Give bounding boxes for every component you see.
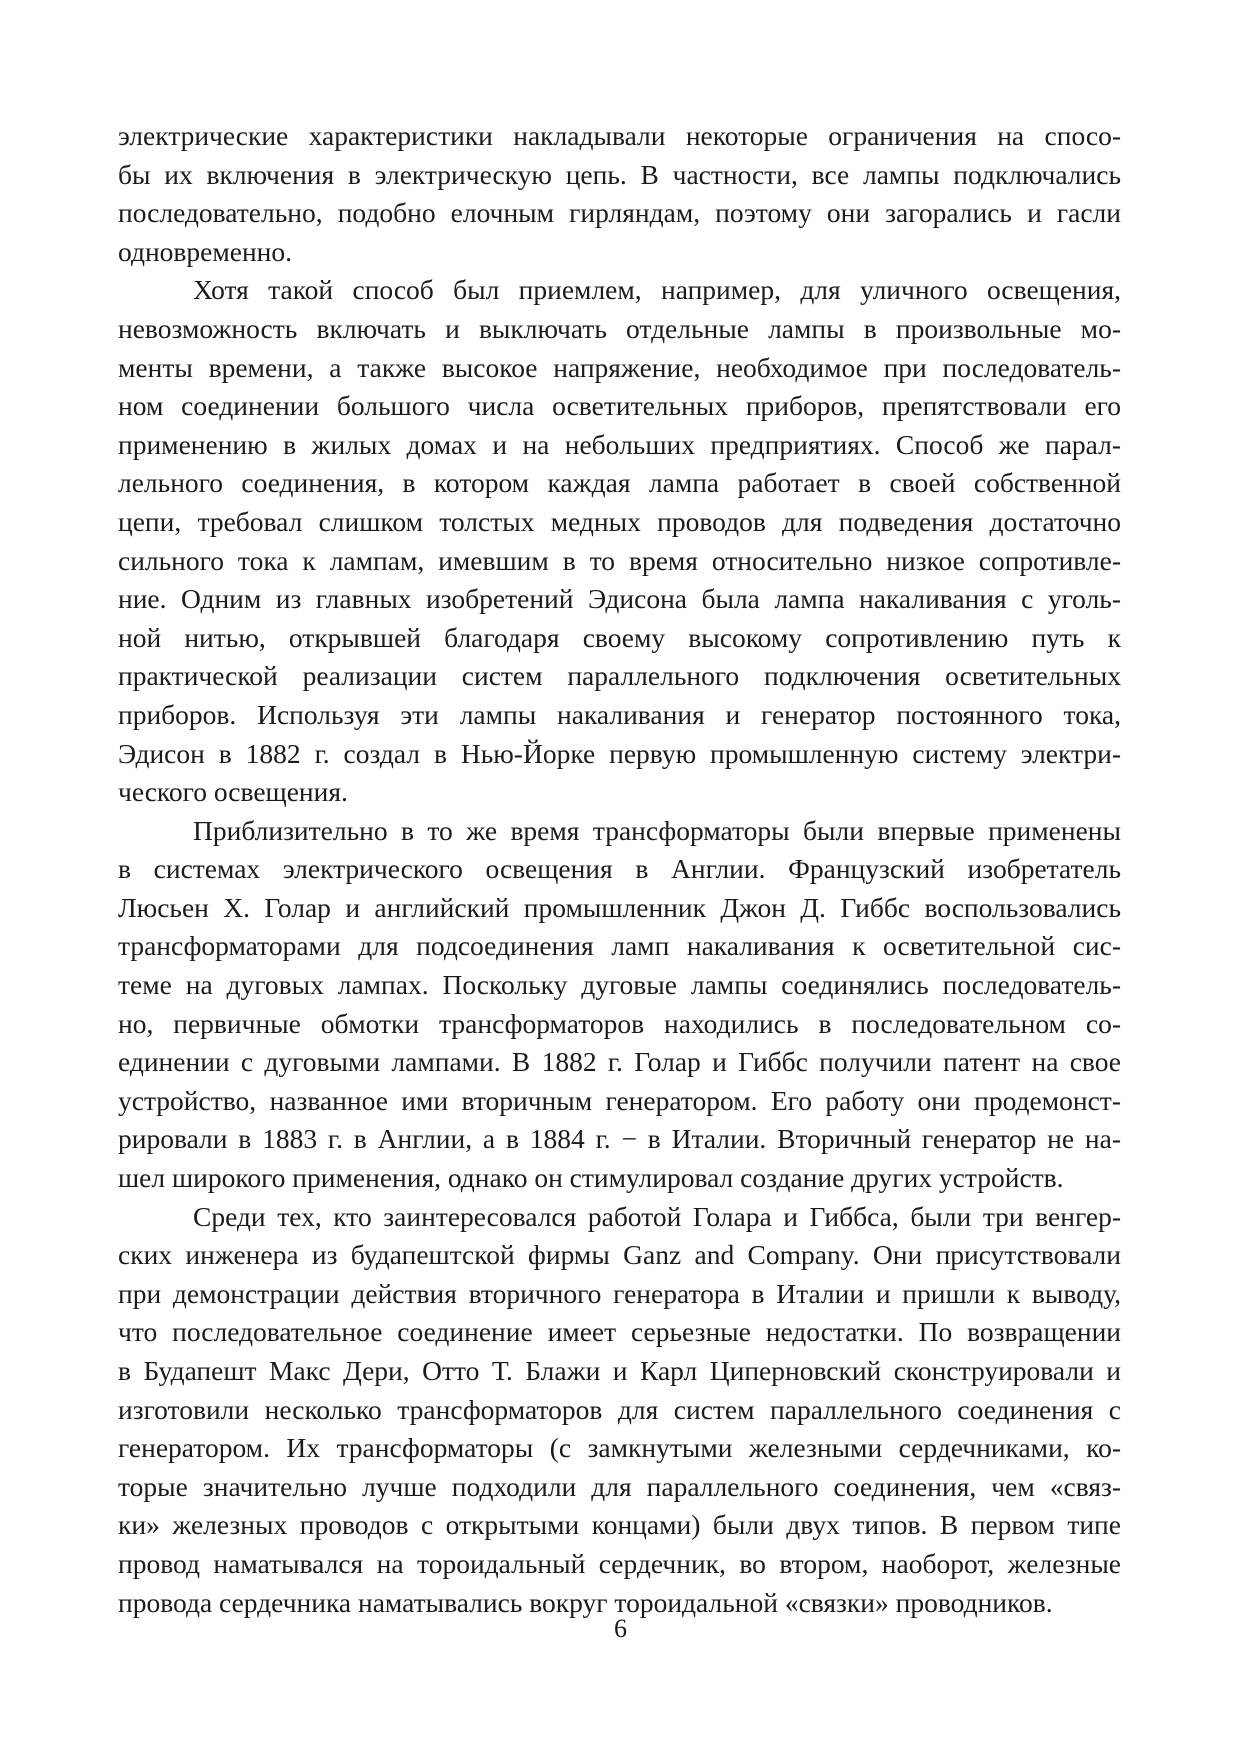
text-line: рировали в 1883 г. в Англии, а в 1884 г. − в Италии. Вторичный генератор не на- [118, 1123, 1121, 1155]
text-line: Среди тех, кто заинтересовался работой Голара и Гиббса, были три венгер- [193, 1200, 1121, 1232]
text-line: ки» железных проводов с открытыми концами) были двух типов. В первом типе [118, 1509, 1121, 1541]
page-number: 6 [614, 1614, 627, 1643]
text-line: практической реализации систем параллельного подключения осветительных [118, 660, 1121, 692]
text-line: трансформаторами для подсоединения ламп накаливания к осветительной сис- [118, 930, 1121, 962]
text-line: единении с дуговыми лампами. В 1882 г. Голар и Гиббс получили патент на свое [118, 1046, 1121, 1078]
text-line: приборов. Используя эти лампы накаливания и генератор постоянного тока, [118, 698, 1121, 730]
text-line: провода сердечника наматывались вокруг тороидальной «связки» проводников. [118, 1586, 1053, 1618]
body-text [118, 117, 1121, 1622]
paragraph [118, 812, 1121, 1198]
text-line: шел широкого применения, однако он стимулировал создание других устройств. [118, 1162, 1064, 1194]
text-line: устройство, названное ими вторичным генератором. Его работу они продемонст- [118, 1084, 1121, 1116]
text-line: в Будапешт Макс Дери, Отто Т. Блажи и Карл Циперновский сконструировали и [118, 1355, 1121, 1386]
text-line: в системах электрического освещения в Англии. Французский изобретатель [118, 853, 1121, 885]
text-line: ном соединении большого числа осветительных приборов, препятствовали его [118, 390, 1121, 422]
text-line: электрические характеристики накладывали некоторые ограничения на спосо- [118, 120, 1121, 151]
text-line: ние. Одним из главных изобретений Эдисона была лампа накаливания с уголь- [118, 583, 1121, 615]
text-line: Люсьен Х. Голар и английский промышленник Джон Д. Гиббс воспользовались [118, 891, 1121, 923]
text-line: бы их включения в электрическую цепь. В частности, все лампы подключались [118, 158, 1121, 190]
text-line: Эдисон в 1882 г. создал в Нью-Йорке первую промышленную систему электри- [118, 737, 1121, 769]
text-line: ских инженера из будапештской фирмы Ganz and Company. Они присутствовали [118, 1239, 1121, 1271]
text-line: ческого освещения. [118, 776, 348, 808]
text-line: последовательно, подобно елочным гирляндам, поэтому они загорались и гасли [118, 197, 1121, 229]
text-line: менты времени, а также высокое напряжение, необходимое при последователь- [118, 351, 1121, 383]
paragraph [118, 271, 1121, 811]
text-line: ной нитью, открывшей благодаря своему высокому сопротивлению путь к [118, 621, 1121, 653]
text-line: теме на дуговых лампах. Поскольку дуговые лампы соединялись последователь- [118, 969, 1121, 1001]
text-line: применению в жилых домах и на небольших предприятиях. Способ же парал- [118, 428, 1121, 460]
text-line: сильного тока к лампам, имевшим в то время относительно низкое сопротивле- [118, 544, 1121, 576]
text-line: одновременно. [118, 235, 293, 267]
text-line: цепи, требовал слишком толстых медных проводов для подведения достаточно [118, 505, 1121, 537]
text-line: изготовили несколько трансформаторов для систем параллельного соединения с [118, 1393, 1121, 1425]
text-line: провод наматывался на тороидальный сердечник, во втором, наоборот, железные [118, 1547, 1121, 1579]
text-line: Приблизительно в то же время трансформаторы были впервые применены [193, 814, 1121, 846]
text-line: невозможность включать и выключать отдельные лампы в произвольные мо- [118, 312, 1121, 344]
text-line: но, первичные обмотки трансформаторов находились в последовательном со- [118, 1007, 1121, 1039]
text-line: при демонстрации действия вторичного генератора в Италии и пришли к выводу, [118, 1277, 1121, 1309]
text-line: что последовательное соединение имеет серьезные недостатки. По возвращении [118, 1316, 1121, 1348]
paragraph [118, 117, 1121, 271]
text-line: торые значительно лучше подходили для параллельного соединения, чем «связ- [118, 1470, 1121, 1502]
text-line: Хотя такой способ был приемлем, например, для уличного освещения, [193, 274, 1121, 306]
paragraph [118, 1198, 1121, 1623]
text-line: генератором. Их трансформаторы (с замкнутыми железными сердечниками, ко- [118, 1432, 1121, 1464]
text-line: лельного соединения, в котором каждая лампа работает в своей собственной [118, 467, 1121, 499]
